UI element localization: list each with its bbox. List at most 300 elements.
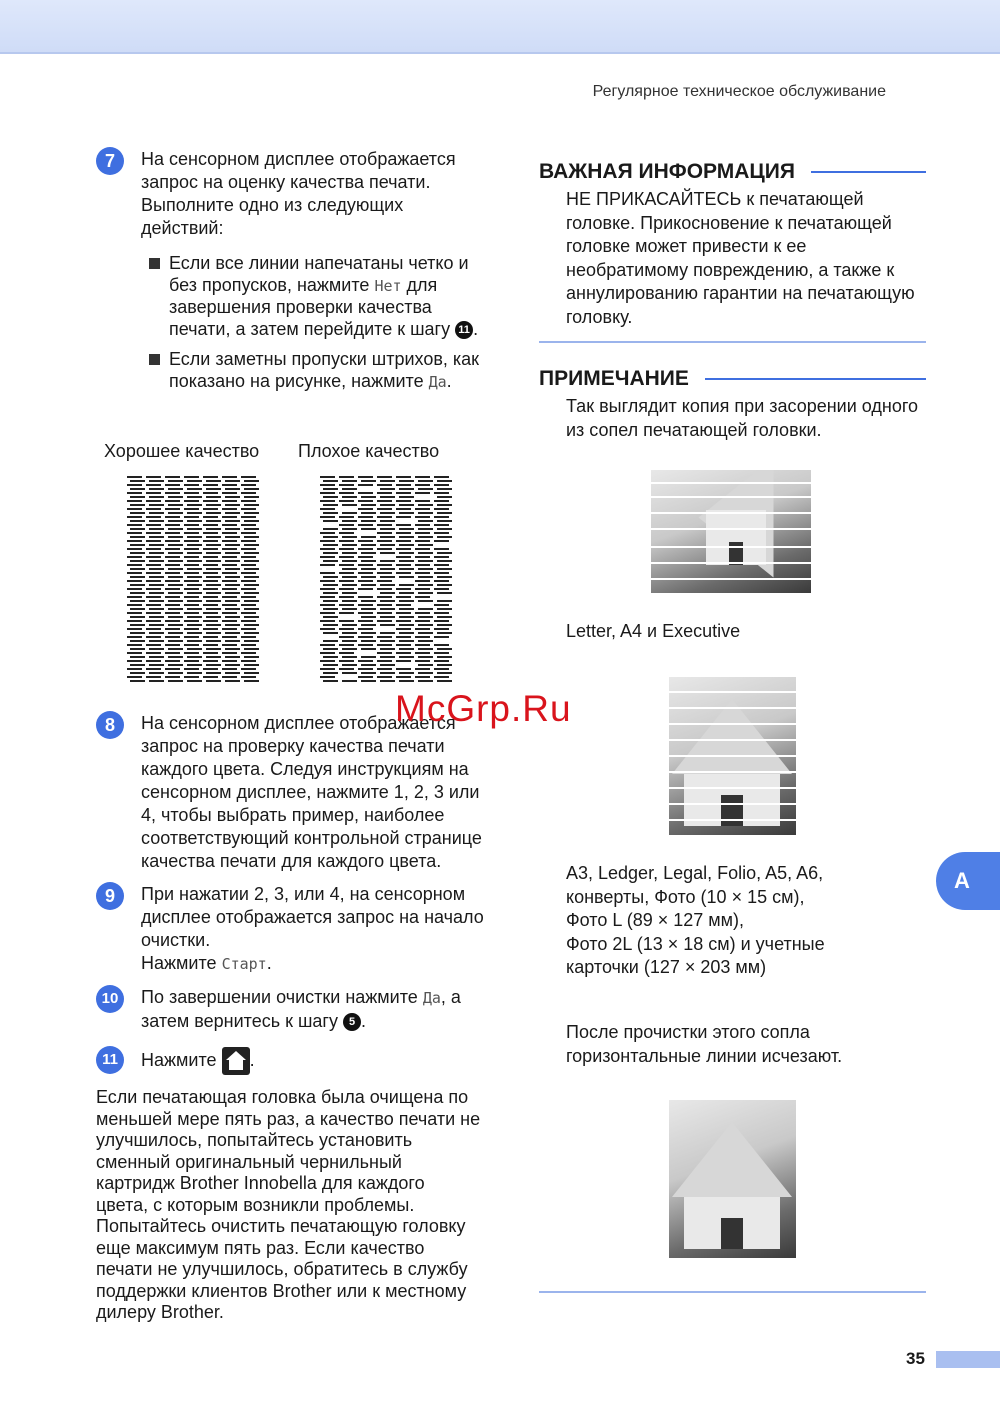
nozzle-check-line (244, 664, 259, 666)
nozzle-check-line (203, 596, 218, 598)
nozzle-check-line (127, 540, 142, 542)
nozzle-check-line (320, 484, 335, 486)
note-bottom-rule (539, 1291, 926, 1293)
nozzle-check-line (361, 680, 376, 682)
nozzle-check-line (225, 576, 240, 578)
nozzle-check-line (225, 616, 240, 618)
button-label-yes: Да (422, 989, 441, 1007)
nozzle-check-line (222, 540, 237, 542)
good-quality-pattern (127, 476, 261, 686)
nozzle-check-line (127, 668, 142, 670)
nozzle-check-line (320, 580, 335, 582)
nozzle-check-line (434, 484, 449, 486)
nozzle-check-line (149, 512, 164, 514)
nozzle-check-line (149, 528, 164, 530)
nozzle-check-line (146, 556, 161, 558)
nozzle-check-line (203, 540, 218, 542)
nozzle-check-line (415, 484, 430, 486)
nozzle-check-line (149, 624, 164, 626)
nozzle-check-line (149, 536, 164, 538)
nozzle-check-line (206, 520, 221, 522)
nozzle-check-line (361, 656, 376, 658)
nozzle-check-line (130, 584, 145, 586)
nozzle-check-line (244, 592, 259, 594)
nozzle-check-line (418, 680, 433, 682)
nozzle-check-line (437, 672, 452, 674)
clogged-nozzle-photo-landscape (651, 470, 811, 593)
nozzle-check-line (130, 512, 145, 514)
nozzle-check-line (361, 528, 376, 530)
nozzle-check-line (203, 492, 218, 494)
nozzle-check-line (320, 556, 335, 558)
nozzle-check-line (339, 572, 354, 574)
nozzle-check-line (399, 616, 414, 618)
nozzle-check-line (380, 632, 395, 634)
nozzle-check-line (377, 548, 392, 550)
nozzle-check-line (187, 504, 202, 506)
nozzle-check-line (130, 632, 145, 634)
nozzle-check-line (184, 604, 199, 606)
nozzle-check-line (320, 676, 335, 678)
nozzle-check-line (187, 648, 202, 650)
nozzle-check-line (241, 588, 256, 590)
nozzle-check-line (225, 552, 240, 554)
nozzle-check-line (361, 648, 376, 650)
nozzle-check-line (222, 628, 237, 630)
nozzle-check-line (358, 484, 373, 486)
nozzle-check-line (380, 496, 395, 498)
note-box (539, 367, 926, 442)
nozzle-check-line (165, 604, 180, 606)
nozzle-check-line (225, 504, 240, 506)
nozzle-check-line (244, 528, 259, 530)
nozzle-check-line (399, 624, 414, 626)
nozzle-check-line (244, 624, 259, 626)
nozzle-check-line (418, 528, 433, 530)
nozzle-check-line (415, 612, 430, 614)
nozzle-check-line (399, 536, 414, 538)
nozzle-check-line (206, 640, 221, 642)
nozzle-check-line (168, 600, 183, 602)
nozzle-check-line (380, 600, 395, 602)
nozzle-check-line (146, 636, 161, 638)
nozzle-check-line (437, 536, 452, 538)
note-title: ПРИМЕЧАНИЕ (539, 367, 926, 391)
nozzle-check-line (184, 556, 199, 558)
nozzle-check-line (358, 636, 373, 638)
nozzle-check-line (380, 544, 395, 546)
nozzle-check-line (415, 636, 430, 638)
nozzle-check-line (225, 544, 240, 546)
nozzle-check-line (149, 616, 164, 618)
step-number-9: 9 (96, 882, 124, 910)
step-number-8: 8 (96, 711, 124, 739)
nozzle-check-line (434, 476, 449, 478)
nozzle-check-line (418, 640, 433, 642)
nozzle-check-line (127, 532, 142, 534)
nozzle-check-line (399, 488, 414, 490)
nozzle-check-line (187, 552, 202, 554)
nozzle-check-line (320, 620, 335, 622)
nozzle-check-line (415, 556, 430, 558)
nozzle-check-line (320, 604, 335, 606)
nozzle-check-line (127, 636, 142, 638)
nozzle-check-line (165, 596, 180, 598)
nozzle-check-line (415, 564, 430, 566)
nozzle-check-line (377, 612, 392, 614)
nozzle-check-line (380, 552, 395, 554)
nozzle-check-line (127, 508, 142, 510)
nozzle-check-line (222, 564, 237, 566)
nozzle-check-line (130, 544, 145, 546)
nozzle-check-line (187, 528, 202, 530)
nozzle-check-line (244, 600, 259, 602)
nozzle-check-line (127, 644, 142, 646)
nozzle-check-line (323, 632, 338, 634)
nozzle-check-line (323, 624, 338, 626)
nozzle-check-line (380, 624, 395, 626)
nozzle-check-line (418, 648, 433, 650)
nozzle-check-line (434, 660, 449, 662)
nozzle-check-line (418, 504, 433, 506)
nozzle-check-line (206, 488, 221, 490)
nozzle-check-line (323, 536, 338, 538)
nozzle-check-line (184, 540, 199, 542)
nozzle-check-line (225, 480, 240, 482)
nozzle-check-line (165, 492, 180, 494)
nozzle-check-line (396, 596, 411, 598)
nozzle-check-line (358, 596, 373, 598)
nozzle-check-line (203, 548, 218, 550)
nozzle-check-line (130, 672, 145, 674)
nozzle-check-line (130, 552, 145, 554)
nozzle-check-line (339, 492, 354, 494)
nozzle-check-line (168, 496, 183, 498)
nozzle-check-line (342, 584, 357, 586)
step-11: 11 Нажмите . (96, 1047, 486, 1075)
nozzle-check-line (323, 640, 338, 642)
nozzle-check-line (342, 512, 357, 514)
nozzle-check-line (184, 612, 199, 614)
nozzle-check-line (203, 612, 218, 614)
nozzle-check-line (380, 576, 395, 578)
nozzle-check-line (225, 608, 240, 610)
nozzle-check-line (241, 604, 256, 606)
nozzle-check-line (184, 628, 199, 630)
nozzle-check-line (241, 540, 256, 542)
nozzle-check-line (146, 652, 161, 654)
nozzle-check-line (168, 528, 183, 530)
nozzle-check-line (396, 508, 411, 510)
nozzle-check-line (396, 620, 411, 622)
nozzle-check-line (165, 628, 180, 630)
nozzle-check-line (323, 488, 338, 490)
nozzle-check-line (241, 532, 256, 534)
nozzle-check-line (244, 560, 259, 562)
nozzle-check-line (244, 568, 259, 570)
nozzle-check-line (396, 644, 411, 646)
nozzle-check-line (396, 476, 411, 478)
nozzle-check-line (203, 660, 218, 662)
nozzle-check-line (418, 608, 433, 610)
nozzle-check-line (146, 508, 161, 510)
nozzle-check-line (130, 568, 145, 570)
nozzle-check-line (149, 640, 164, 642)
nozzle-check-line (418, 480, 433, 482)
nozzle-check-line (149, 520, 164, 522)
nozzle-check-line (380, 568, 395, 570)
nozzle-check-line (203, 564, 218, 566)
nozzle-check-line (399, 656, 414, 658)
nozzle-check-line (342, 672, 357, 674)
nozzle-check-line (184, 500, 199, 502)
nozzle-check-line (361, 624, 376, 626)
nozzle-check-line (418, 552, 433, 554)
nozzle-check-line (222, 596, 237, 598)
nozzle-check-line (320, 644, 335, 646)
nozzle-check-line (377, 588, 392, 590)
nozzle-check-line (203, 588, 218, 590)
nozzle-check-line (187, 680, 202, 682)
nozzle-check-line (203, 620, 218, 622)
nozzle-check-line (339, 596, 354, 598)
nozzle-check-line (434, 588, 449, 590)
nozzle-check-line (399, 496, 414, 498)
nozzle-check-line (127, 620, 142, 622)
nozzle-check-line (165, 668, 180, 670)
nozzle-check-line (339, 620, 354, 622)
nozzle-check-line (184, 532, 199, 534)
nozzle-check-line (130, 592, 145, 594)
nozzle-check-line (377, 476, 392, 478)
nozzle-check-line (342, 624, 357, 626)
nozzle-check-line (358, 604, 373, 606)
nozzle-check-line (165, 532, 180, 534)
nozzle-check-line (222, 612, 237, 614)
nozzle-check-line (399, 512, 414, 514)
nozzle-check-line (418, 672, 433, 674)
nozzle-check-line (241, 556, 256, 558)
nozzle-check-line (168, 624, 183, 626)
nozzle-check-line (168, 616, 183, 618)
nozzle-check-line (168, 576, 183, 578)
nozzle-check-line (399, 504, 414, 506)
nozzle-check-line (358, 508, 373, 510)
nozzle-check-line (320, 516, 335, 518)
nozzle-check-line (206, 552, 221, 554)
nozzle-check-line (361, 496, 376, 498)
nozzle-check-line (415, 660, 430, 662)
bullet-good-quality: Если все линии напечатаны четко и без пропусков, нажмите Нет для завершения проверки качества печати, а затем перейдите к шагу 11 . (96, 253, 491, 340)
nozzle-check-line (127, 484, 142, 486)
nozzle-check-line (168, 584, 183, 586)
nozzle-check-line (222, 556, 237, 558)
nozzle-check-line (437, 600, 452, 602)
nozzle-check-line (342, 640, 357, 642)
nozzle-check-line (165, 564, 180, 566)
nozzle-check-line (434, 604, 449, 606)
nozzle-check-line (415, 620, 430, 622)
nozzle-check-line (222, 668, 237, 670)
nozzle-check-line (418, 576, 433, 578)
nozzle-check-line (130, 624, 145, 626)
top-banner (0, 0, 1000, 54)
nozzle-check-line (184, 620, 199, 622)
nozzle-check-line (323, 576, 338, 578)
nozzle-check-line (434, 548, 449, 550)
nozzle-check-line (241, 500, 256, 502)
nozzle-check-line (127, 492, 142, 494)
nozzle-check-line (127, 500, 142, 502)
bullet-bad-quality: Если заметны пропуски штрихов, как показано на рисунке, нажмите Да. (96, 349, 491, 393)
nozzle-check-line (203, 524, 218, 526)
nozzle-check-line (361, 632, 376, 634)
nozzle-check-line (396, 556, 411, 558)
nozzle-check-line (380, 536, 395, 538)
nozzle-check-line (342, 632, 357, 634)
nozzle-check-line (203, 652, 218, 654)
step-8-text: На сенсорном дисплее отображается запрос на проверку качества печати каждого цвета. Следуя инструкциям на сенсорном дисплее, нажмите 1, 2, 3 или 4, чтобы выбрать пример, наиболее соответствующий контрольной странице качества печати для каждого цвета. (141, 713, 482, 871)
nozzle-check-line (130, 664, 145, 666)
nozzle-check-line (415, 596, 430, 598)
title-rule (811, 171, 926, 173)
nozzle-check-line (187, 672, 202, 674)
nozzle-check-line (415, 532, 430, 534)
nozzle-check-line (437, 504, 452, 506)
nozzle-check-line (358, 548, 373, 550)
nozzle-check-line (244, 496, 259, 498)
nozzle-check-line (222, 652, 237, 654)
nozzle-check-line (127, 580, 142, 582)
nozzle-check-line (380, 528, 395, 530)
nozzle-check-line (380, 680, 395, 682)
bad-quality-pattern (320, 476, 454, 686)
nozzle-check-line (130, 616, 145, 618)
nozzle-check-line (415, 644, 430, 646)
nozzle-check-line (434, 580, 449, 582)
nozzle-check-line (339, 652, 354, 654)
step-number-7: 7 (96, 147, 124, 175)
nozzle-check-line (184, 492, 199, 494)
nozzle-check-line (168, 480, 183, 482)
nozzle-check-line (127, 524, 142, 526)
nozzle-check-line (415, 540, 430, 542)
nozzle-check-line (399, 584, 414, 586)
nozzle-check-line (130, 656, 145, 658)
nozzle-check-line (130, 640, 145, 642)
nozzle-check-line (130, 608, 145, 610)
nozzle-check-line (358, 580, 373, 582)
nozzle-check-line (241, 580, 256, 582)
nozzle-check-line (165, 500, 180, 502)
final-paragraph: Если печатающая головка была очищена по меньшей мере пять раз, а качество печати не улучшилось, попытайтесь установить сменный оригинальный чернильный картридж Brother Innobella для каждого цвета, с которым возникли проблемы. Попытайтесь очистить печатающую головку еще максимум пять раз. Если качество печати не улучшилось, обратитесь в службу поддержки клиентов Brother или к местному дилеру Brother. (96, 1087, 481, 1322)
nozzle-check-line (146, 564, 161, 566)
nozzle-check-line (187, 616, 202, 618)
nozzle-check-line (418, 544, 433, 546)
nozzle-check-line (168, 680, 183, 682)
nozzle-check-line (165, 588, 180, 590)
page-number-tab (936, 1351, 1000, 1368)
nozzle-check-line (187, 520, 202, 522)
nozzle-check-line (187, 544, 202, 546)
nozzle-check-line (146, 572, 161, 574)
nozzle-check-line (127, 596, 142, 598)
nozzle-check-line (399, 576, 414, 578)
nozzle-check-line (339, 580, 354, 582)
nozzle-check-line (396, 660, 411, 662)
nozzle-check-line (361, 520, 376, 522)
nozzle-check-line (149, 480, 164, 482)
nozzle-check-line (320, 652, 335, 654)
nozzle-check-line (146, 580, 161, 582)
nozzle-check-line (146, 476, 161, 478)
nozzle-check-line (342, 496, 357, 498)
nozzle-check-line (437, 488, 452, 490)
nozzle-check-line (165, 508, 180, 510)
nozzle-check-line (320, 612, 335, 614)
nozzle-check-line (146, 516, 161, 518)
nozzle-check-line (187, 624, 202, 626)
nozzle-check-line (418, 512, 433, 514)
nozzle-check-line (130, 536, 145, 538)
nozzle-check-line (184, 508, 199, 510)
nozzle-check-line (399, 544, 414, 546)
nozzle-check-line (222, 676, 237, 678)
nozzle-check-line (323, 608, 338, 610)
nozzle-check-line (323, 584, 338, 586)
nozzle-check-line (184, 660, 199, 662)
nozzle-check-line (320, 492, 335, 494)
nozzle-check-line (399, 560, 414, 562)
nozzle-check-line (358, 572, 373, 574)
nozzle-check-line (225, 648, 240, 650)
nozzle-check-line (203, 676, 218, 678)
nozzle-check-line (339, 548, 354, 550)
nozzle-check-line (184, 476, 199, 478)
nozzle-check-line (206, 504, 221, 506)
nozzle-check-line (399, 568, 414, 570)
nozzle-check-line (146, 676, 161, 678)
nozzle-check-line (342, 488, 357, 490)
nozzle-check-line (244, 632, 259, 634)
nozzle-check-line (434, 676, 449, 678)
nozzle-check-line (380, 480, 395, 482)
nozzle-check-line (165, 660, 180, 662)
bullet-square-icon (149, 354, 160, 365)
nozzle-check-line (396, 532, 411, 534)
bullet-square-icon (149, 258, 160, 269)
nozzle-check-line (380, 488, 395, 490)
nozzle-check-line (165, 540, 180, 542)
step-10: 10 По завершении очистки нажмите Да, а затем вернитесь к шагу 5 . (96, 986, 486, 1033)
nozzle-check-line (165, 636, 180, 638)
note-body: Так выглядит копия при засорении одного из сопел печатающей головки. (566, 396, 919, 440)
nozzle-check-line (244, 680, 259, 682)
nozzle-check-line (339, 532, 354, 534)
nozzle-check-line (206, 600, 221, 602)
nozzle-check-line (168, 488, 183, 490)
nozzle-check-line (342, 536, 357, 538)
nozzle-check-line (418, 520, 433, 522)
nozzle-check-line (434, 508, 449, 510)
nozzle-check-line (399, 680, 414, 682)
nozzle-check-line (165, 572, 180, 574)
nozzle-check-line (320, 572, 335, 574)
nozzle-check-line (358, 524, 373, 526)
nozzle-check-line (225, 656, 240, 658)
nozzle-check-line (323, 544, 338, 546)
nozzle-check-line (339, 484, 354, 486)
